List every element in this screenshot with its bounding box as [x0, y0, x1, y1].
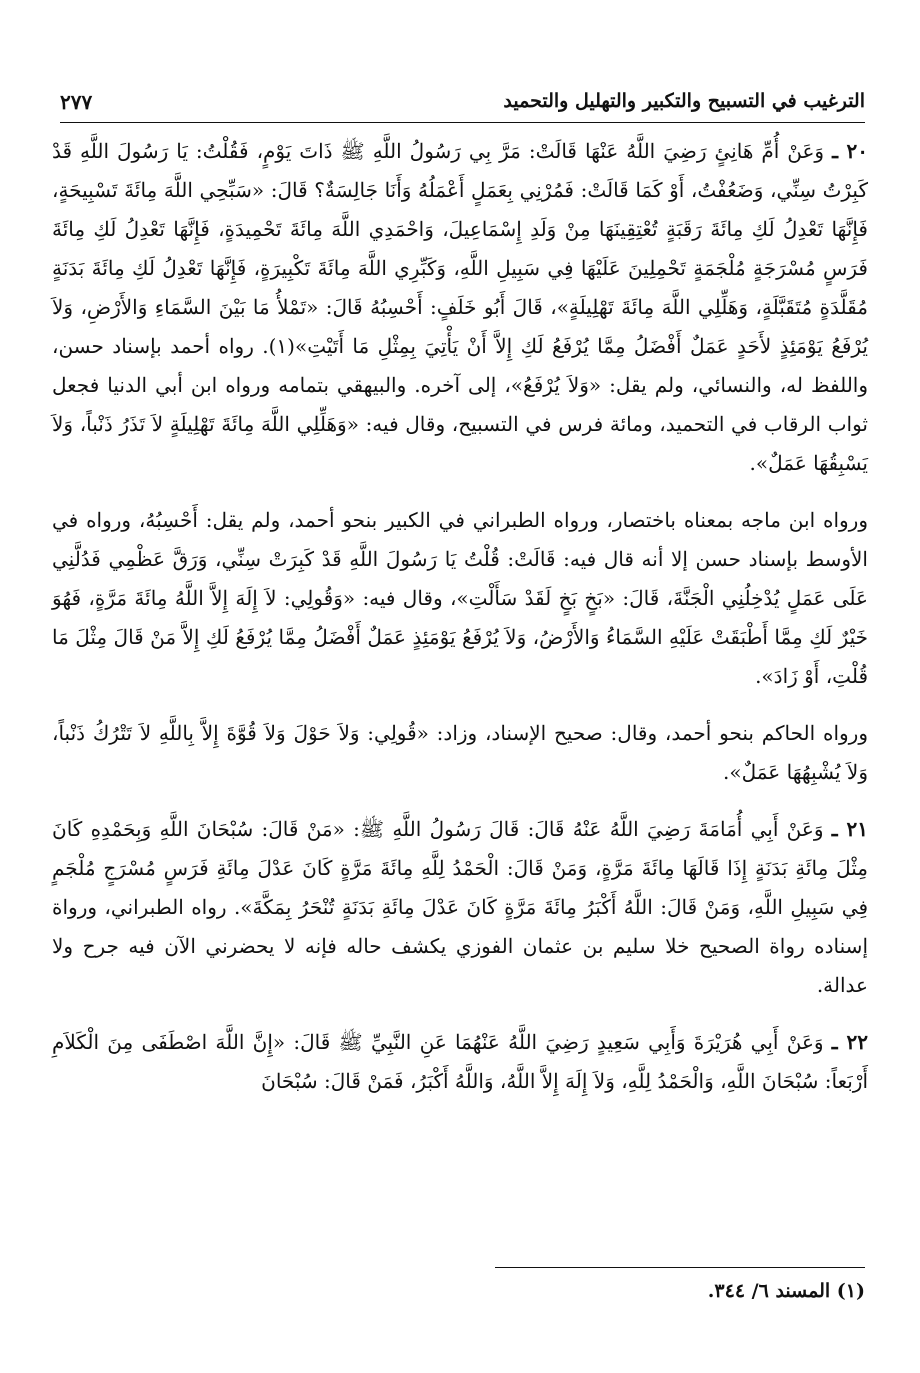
footnote-marker: (١)	[836, 1280, 865, 1302]
hadith-paragraph	[52, 132, 868, 483]
hadith-number: ٢٢ ـ	[831, 1030, 868, 1054]
commentary-paragraph	[52, 714, 868, 792]
paragraph-text: وَعَنْ أَبِي هُرَيْرَةَ وَأَبِي سَعِيدٍ رَضِيَ اللَّهُ عَنْهُمَا عَنِ النَّبِيِّ ﷺ قَالَ: «إِنَّ اللَّهَ اصْطَفَى مِنَ الْكَلاَمِ أَرْبَعاً: سُبْحَانَ اللَّهِ، وَالْحَمْدُ لِلَّهِ، وَلاَ إِلَهَ إِلاَّ اللَّهُ، وَاللَّهُ أَكْبَرُ، فَمَنْ قَالَ: سُبْحَانَ	[52, 1030, 868, 1093]
hadith-paragraph	[52, 1023, 868, 1101]
chapter-title: الترغيب في التسبيح والتكبير والتهليل والتحميد	[503, 90, 865, 112]
footnote-divider	[495, 1267, 865, 1268]
hadith-paragraph	[52, 810, 868, 1005]
commentary-paragraph	[52, 501, 868, 696]
paragraph-text: وَعَنْ أَبِي أُمَامَةَ رَضِيَ اللَّهُ عَنْهُ قَالَ: قَالَ رَسُولُ اللَّهِ ﷺ: «مَنْ قَالَ: سُبْحَانَ اللَّهِ وَبِحَمْدِهِ كَانَ مِثْلَ مِائَةِ بَدَنَةٍ إِذَا قَالَهَا مِائَةَ مَرَّةٍ، وَمَنْ قَالَ: الْحَمْدُ لِلَّهِ مِائَةَ مَرَّةٍ كَانَ عَدْلَ مِائَةِ فَرَسٍ مُسْرَجٍ مُلْجَمٍ فِي سَبِيلِ اللَّهِ، وَمَنْ قَالَ: اللَّهُ أَكْبَرُ مِائَةَ مَرَّةٍ كَانَ عَدْلَ مِائَةِ بَدَنَةٍ تُنْحَرُ بِمَكَّةَ». رواه الطبراني، ورواة إسناده رواة الصحيح خلا سليم بن عثمان الفوزي يكشف حاله فإنه لا يحضرني الآن فيه جرح ولا عدالة.	[52, 817, 868, 997]
hadith-number: ٢١ ـ	[831, 817, 868, 841]
hadith-number: ٢٠ ـ	[832, 139, 869, 163]
paragraph-text: وَعَنْ أُمِّ هَانِئٍ رَضِيَ اللَّهُ عَنْهَا قَالَتْ: مَرَّ بِي رَسُولُ اللَّهِ ﷺ ذَاتَ يَوْمٍ، فَقُلْتُ: يَا رَسُولَ اللَّهِ قَدْ كَبِرْتُ سِنِّي، وَضَعُفْتُ، أَوْ كَمَا قَالَتْ: فَمُرْنِي بِعَمَلٍ أَعْمَلُهُ وَأَنَا جَالِسَةٌ؟ قَالَ: «سَبِّحِي اللَّهَ مِائَةَ تَسْبِيحَةٍ، فَإِنَّهَا تَعْدِلُ لَكِ مِائَةَ رَقَبَةٍ تُعْتِقِينَهَا مِنْ وَلَدِ إِسْمَاعِيلَ، وَاحْمَدِي اللَّهَ مِائَةَ تَحْمِيدَةٍ، فَإِنَّهَا تَعْدِلُ لَكِ مِائَةَ فَرَسٍ مُسْرَجَةٍ مُلْجَمَةٍ تَحْمِلِينَ عَلَيْهَا فِي سَبِيلِ اللَّهِ، وَكَبِّرِي اللَّهَ مِائَةَ تَكْبِيرَةٍ، فَإِنَّهَا تَعْدِلُ لَكِ مِائَةَ بَدَنَةٍ مُقَلَّدَةٍ مُتَقَبَّلَةٍ، وَهَلِّلِي اللَّهَ مِائَةَ تَهْلِيلَةٍ»، قَالَ أَبُو خَلَفٍ: أَحْسِبُهُ قَالَ: «تَمْلأُ مَا بَيْنَ السَّمَاءِ وَالأَرْضِ، وَلاَ يُرْفَعُ يَوْمَئِذٍ لأَحَدٍ عَمَلٌ أَفْضَلُ مِمَّا يُرْفَعُ لَكِ إِلاَّ أَنْ يَأْتِيَ بِمِثْلِ مَا أَتَيْتِ»(١). رواه أحمد بإسناد حسن، واللفظ له، والنسائي، ولم يقل: «وَلاَ يُرْفَعُ»، إلى آخره. والبيهقي بتمامه ورواه ابن أبي الدنيا فجعل ثواب الرقاب في التحميد، ومائة فرس في التسبيح، وقال فيه: «وَهَلِّلِي اللَّهَ مِائَةَ تَهْلِيلَةٍ لاَ تَذَرُ ذَنْباً، وَلاَ يَسْبِقُهَا عَمَلٌ».	[52, 139, 868, 475]
paragraph-text: ورواه ابن ماجه بمعناه باختصار، ورواه الطبراني في الكبير بنحو أحمد، ولم يقل: أَحْسِبُهُ، ورواه في الأوسط بإسناد حسن إلا أنه قال فيه: قَالَتْ: قُلْتُ يَا رَسُولَ اللَّهِ قَدْ كَبِرَتْ سِنِّي، وَرَقَّ عَظْمِي فَدُلَّنِي عَلَى عَمَلٍ يُدْخِلُنِي الْجَنَّةَ، قَالَ: «بَخٍ بَخٍ لَقَدْ سَأَلْتِ»، وقال فيه: «وَقُولِي: لاَ إِلَهَ إِلاَّ اللَّهُ مِائَةَ مَرَّةٍ، فَهُوَ خَيْرٌ لَكِ مِمَّا أَطْبَقَتْ عَلَيْهِ السَّمَاءُ وَالأَرْضُ، وَلاَ يُرْفَعُ يَوْمَئِذٍ عَمَلٌ أَفْضَلُ مِمَّا يُرْفَعُ لَكِ إِلاَّ مَنْ قَالَ مِثْلَ مَا قُلْتِ، أَوْ زَادَ».	[52, 508, 868, 688]
running-header	[60, 88, 865, 123]
footnote	[708, 1280, 865, 1302]
page-number: ٢٧٧	[60, 90, 93, 114]
main-text	[52, 132, 868, 1119]
paragraph-text: ورواه الحاكم بنحو أحمد، وقال: صحيح الإسناد، وزاد: «قُولِي: وَلاَ حَوْلَ وَلاَ قُوَّةَ إِلاَّ بِاللَّهِ لاَ تَتْرُكُ ذَنْباً، وَلاَ يُشْبِهُهَا عَمَلٌ».	[52, 721, 868, 784]
footnote-text: المسند ٦/ ٣٤٤.	[707, 1280, 831, 1302]
